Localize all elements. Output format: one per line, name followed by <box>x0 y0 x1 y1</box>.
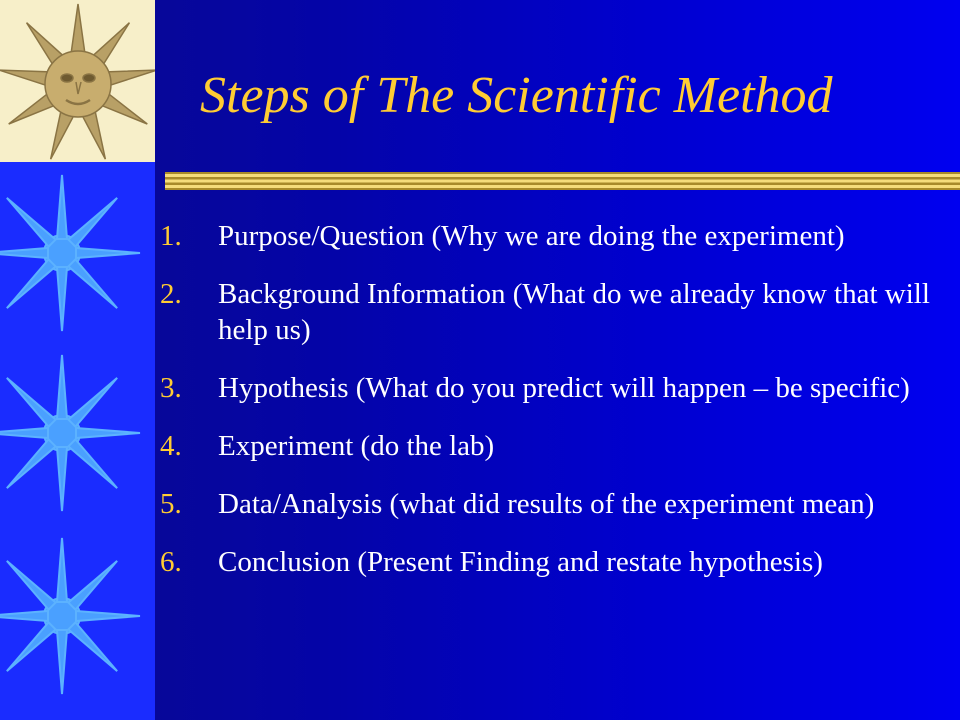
step-number: 6. <box>160 546 182 578</box>
list-item <box>160 218 950 254</box>
sun-face-icon <box>0 0 155 162</box>
step-text: Data/Analysis (what did results of the experiment mean) <box>218 488 875 520</box>
list-item <box>160 370 950 406</box>
step-number: 1. <box>160 220 182 252</box>
step-text: Experiment (do the lab) <box>218 430 495 462</box>
slide-title: Steps of The Scientific Method <box>200 67 833 124</box>
step-number: 2. <box>160 278 182 310</box>
steps-list <box>160 218 950 602</box>
starburst-icon <box>0 165 155 340</box>
list-item <box>160 486 950 522</box>
step-number: 4. <box>160 430 182 462</box>
list-item <box>160 428 950 464</box>
starburst-icon <box>0 345 155 520</box>
list-item <box>160 276 950 348</box>
title-divider <box>165 172 960 190</box>
step-text: Hypothesis (What do you predict will happen – be specific) <box>218 372 910 404</box>
step-number: 3. <box>160 372 182 404</box>
step-text: Conclusion (Present Finding and restate hypothesis) <box>218 546 823 578</box>
list-item <box>160 544 950 580</box>
step-text: Purpose/Question (Why we are doing the experiment) <box>218 220 845 252</box>
step-text: Background Information (What do we already know that will help us) <box>218 278 930 346</box>
step-number: 5. <box>160 488 182 520</box>
starburst-icon <box>0 528 155 703</box>
sun-panel <box>0 0 155 162</box>
